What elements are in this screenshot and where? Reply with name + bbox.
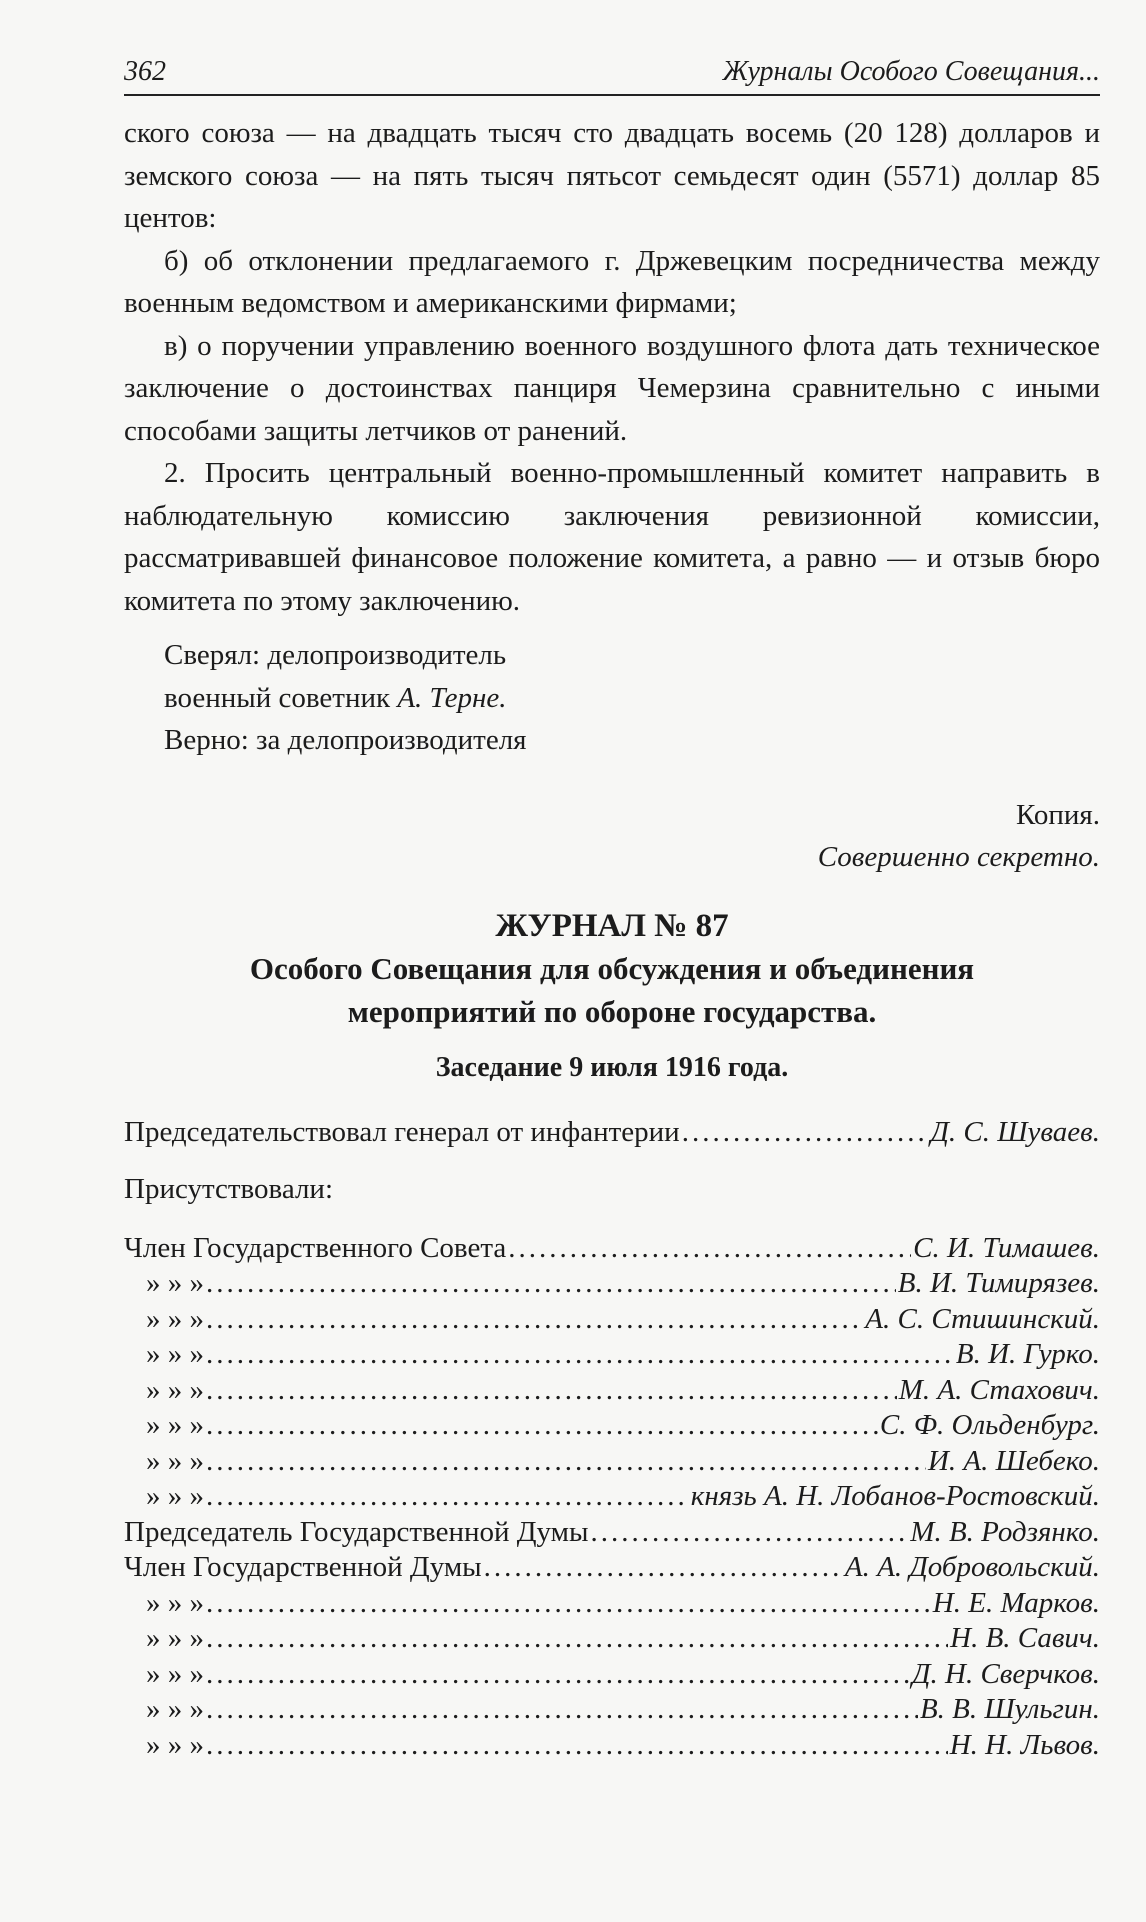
paragraph-continuation: ского союза — на двадцать тысяч сто двадцать восемь (20 128) долларов и земского союза — на пять тысяч пятьсот семьдесят один (5571) доллар 85 центов: <box>124 117 1100 234</box>
attendee-name: князь А. Н. Лобанов-Ростовский. <box>690 1480 1100 1512</box>
signoff-official <box>164 677 1100 720</box>
copy-mark: Копия. <box>1015 798 1100 831</box>
ditto-mark: » » » <box>146 1622 204 1654</box>
signoff-name: А. Терне. <box>397 681 507 714</box>
page-number: 362 <box>124 56 166 87</box>
attendee-row <box>124 1692 1100 1728</box>
leader-dots <box>206 1621 948 1657</box>
paragraph-item-v: в) о поручении управлению военного воздушного флота дать техническое заключение о достоинствах панциря Чемерзина сравнительно с иными способами защиты летчиков от ранений. <box>124 329 1100 447</box>
leader-dots <box>682 1115 929 1151</box>
leader-dots <box>508 1231 911 1267</box>
attendee-name: В. В. Шульгин. <box>919 1693 1100 1725</box>
leader-dots <box>206 1586 931 1622</box>
ditto-mark: » » » <box>146 1657 204 1690</box>
attendee-row <box>124 1231 1100 1267</box>
attendee-name: С. И. Тимашев. <box>913 1231 1100 1264</box>
chair-row <box>124 1115 1100 1151</box>
session-date: Заседание 9 июля 1916 года. <box>435 1051 789 1083</box>
ditto-mark: » » » <box>146 1338 204 1370</box>
attendee-name: В. И. Тимирязев. <box>897 1267 1100 1299</box>
attendee-name: М. А. Стахович. <box>898 1373 1100 1406</box>
leader-dots <box>590 1515 908 1551</box>
attendee-name: А. А. Добровольский. <box>844 1551 1100 1583</box>
attendee-row <box>124 1728 1100 1764</box>
leader-dots <box>206 1692 918 1728</box>
attendee-row <box>124 1373 1100 1409</box>
leader-dots <box>206 1728 948 1764</box>
leader-dots <box>206 1373 897 1409</box>
attendee-row <box>124 1515 1100 1551</box>
ditto-mark: » » » <box>146 1444 204 1477</box>
attendee-name: С. Ф. Ольденбург. <box>879 1409 1100 1441</box>
ditto-mark: » » » <box>146 1302 204 1335</box>
attendee-row <box>124 1550 1100 1586</box>
attendee-title: Член Государственной Думы <box>124 1551 482 1583</box>
leader-dots <box>206 1302 863 1338</box>
attendee-name: М. В. Родзянко. <box>910 1515 1100 1548</box>
ditto-mark: » » » <box>146 1267 204 1299</box>
journal-subtitle-1: Особого Совещания для обсуждения и объединения <box>249 950 975 986</box>
signoff-block <box>124 634 1100 762</box>
attendee-row <box>124 1444 1100 1480</box>
attendee-name: Д. Н. Сверчков. <box>912 1657 1100 1690</box>
leader-dots <box>206 1337 954 1373</box>
signoff-rank: военный советник <box>164 681 398 714</box>
journal-title: ЖУРНАЛ № 87 <box>495 907 729 944</box>
attendee-name: И. А. Шебеко. <box>927 1444 1100 1477</box>
journal-subtitle-2: мероприятий по обороне государства. <box>347 993 877 1029</box>
attendee-name: В. И. Гурко. <box>955 1338 1100 1370</box>
attendee-row <box>124 1266 1100 1302</box>
chair-label: Председательствовал генерал от инфантерии <box>124 1115 680 1148</box>
leader-dots <box>484 1550 843 1586</box>
signoff-verified: Сверял: делопроизводитель <box>164 639 507 671</box>
leader-dots <box>206 1266 896 1302</box>
attendee-row <box>124 1337 1100 1373</box>
attendee-title: Председатель Государственной Думы <box>124 1515 589 1548</box>
ditto-mark: » » » <box>146 1409 204 1441</box>
attendee-title: Член Государственного Совета <box>124 1231 507 1264</box>
paragraph-point-2: 2. Просить центральный военно-промышленный комитет направить в наблюдательную комиссию заключения ревизионной комиссии, рассматривавшей финансовое положение комитета, а равно — и отзыв бюро комитета по этому заключению. <box>124 457 1100 617</box>
ditto-mark: » » » <box>146 1480 204 1512</box>
attendee-row <box>124 1586 1100 1622</box>
leader-dots <box>206 1408 878 1444</box>
attendee-name: А. С. Стишинский. <box>865 1302 1100 1335</box>
chair-name: Д. С. Шуваев. <box>930 1115 1100 1148</box>
signoff-true-copy: Верно: за делопроизводителя <box>164 724 527 756</box>
ditto-mark: » » » <box>146 1586 204 1619</box>
leader-dots <box>206 1479 689 1515</box>
secret-mark: Совершенно секретно. <box>817 841 1100 873</box>
paragraph-item-b: б) об отклонении предлагаемого г. Држевецким посредничества между военным ведомством и американскими фирмами; <box>124 244 1100 319</box>
attendee-list <box>124 1231 1100 1764</box>
attendee-name: Н. Е. Марков. <box>932 1586 1100 1619</box>
attendee-row <box>124 1621 1100 1657</box>
attendee-row <box>124 1479 1100 1515</box>
ditto-mark: » » » <box>146 1373 204 1406</box>
ditto-mark: » » » <box>146 1693 204 1725</box>
present-label: Присутствовали: <box>124 1173 334 1205</box>
attendee-row <box>124 1408 1100 1444</box>
attendee-row <box>124 1657 1100 1693</box>
leader-dots <box>206 1657 910 1693</box>
leader-dots <box>206 1444 926 1480</box>
running-title: Журналы Особого Совещания... <box>722 56 1100 87</box>
attendee-row <box>124 1302 1100 1338</box>
attendee-name: Н. В. Савич. <box>950 1622 1100 1654</box>
page-header <box>124 50 1100 96</box>
page-body <box>124 112 1100 1763</box>
attendee-name: Н. Н. Львов. <box>949 1728 1100 1761</box>
ditto-mark: » » » <box>146 1728 204 1761</box>
